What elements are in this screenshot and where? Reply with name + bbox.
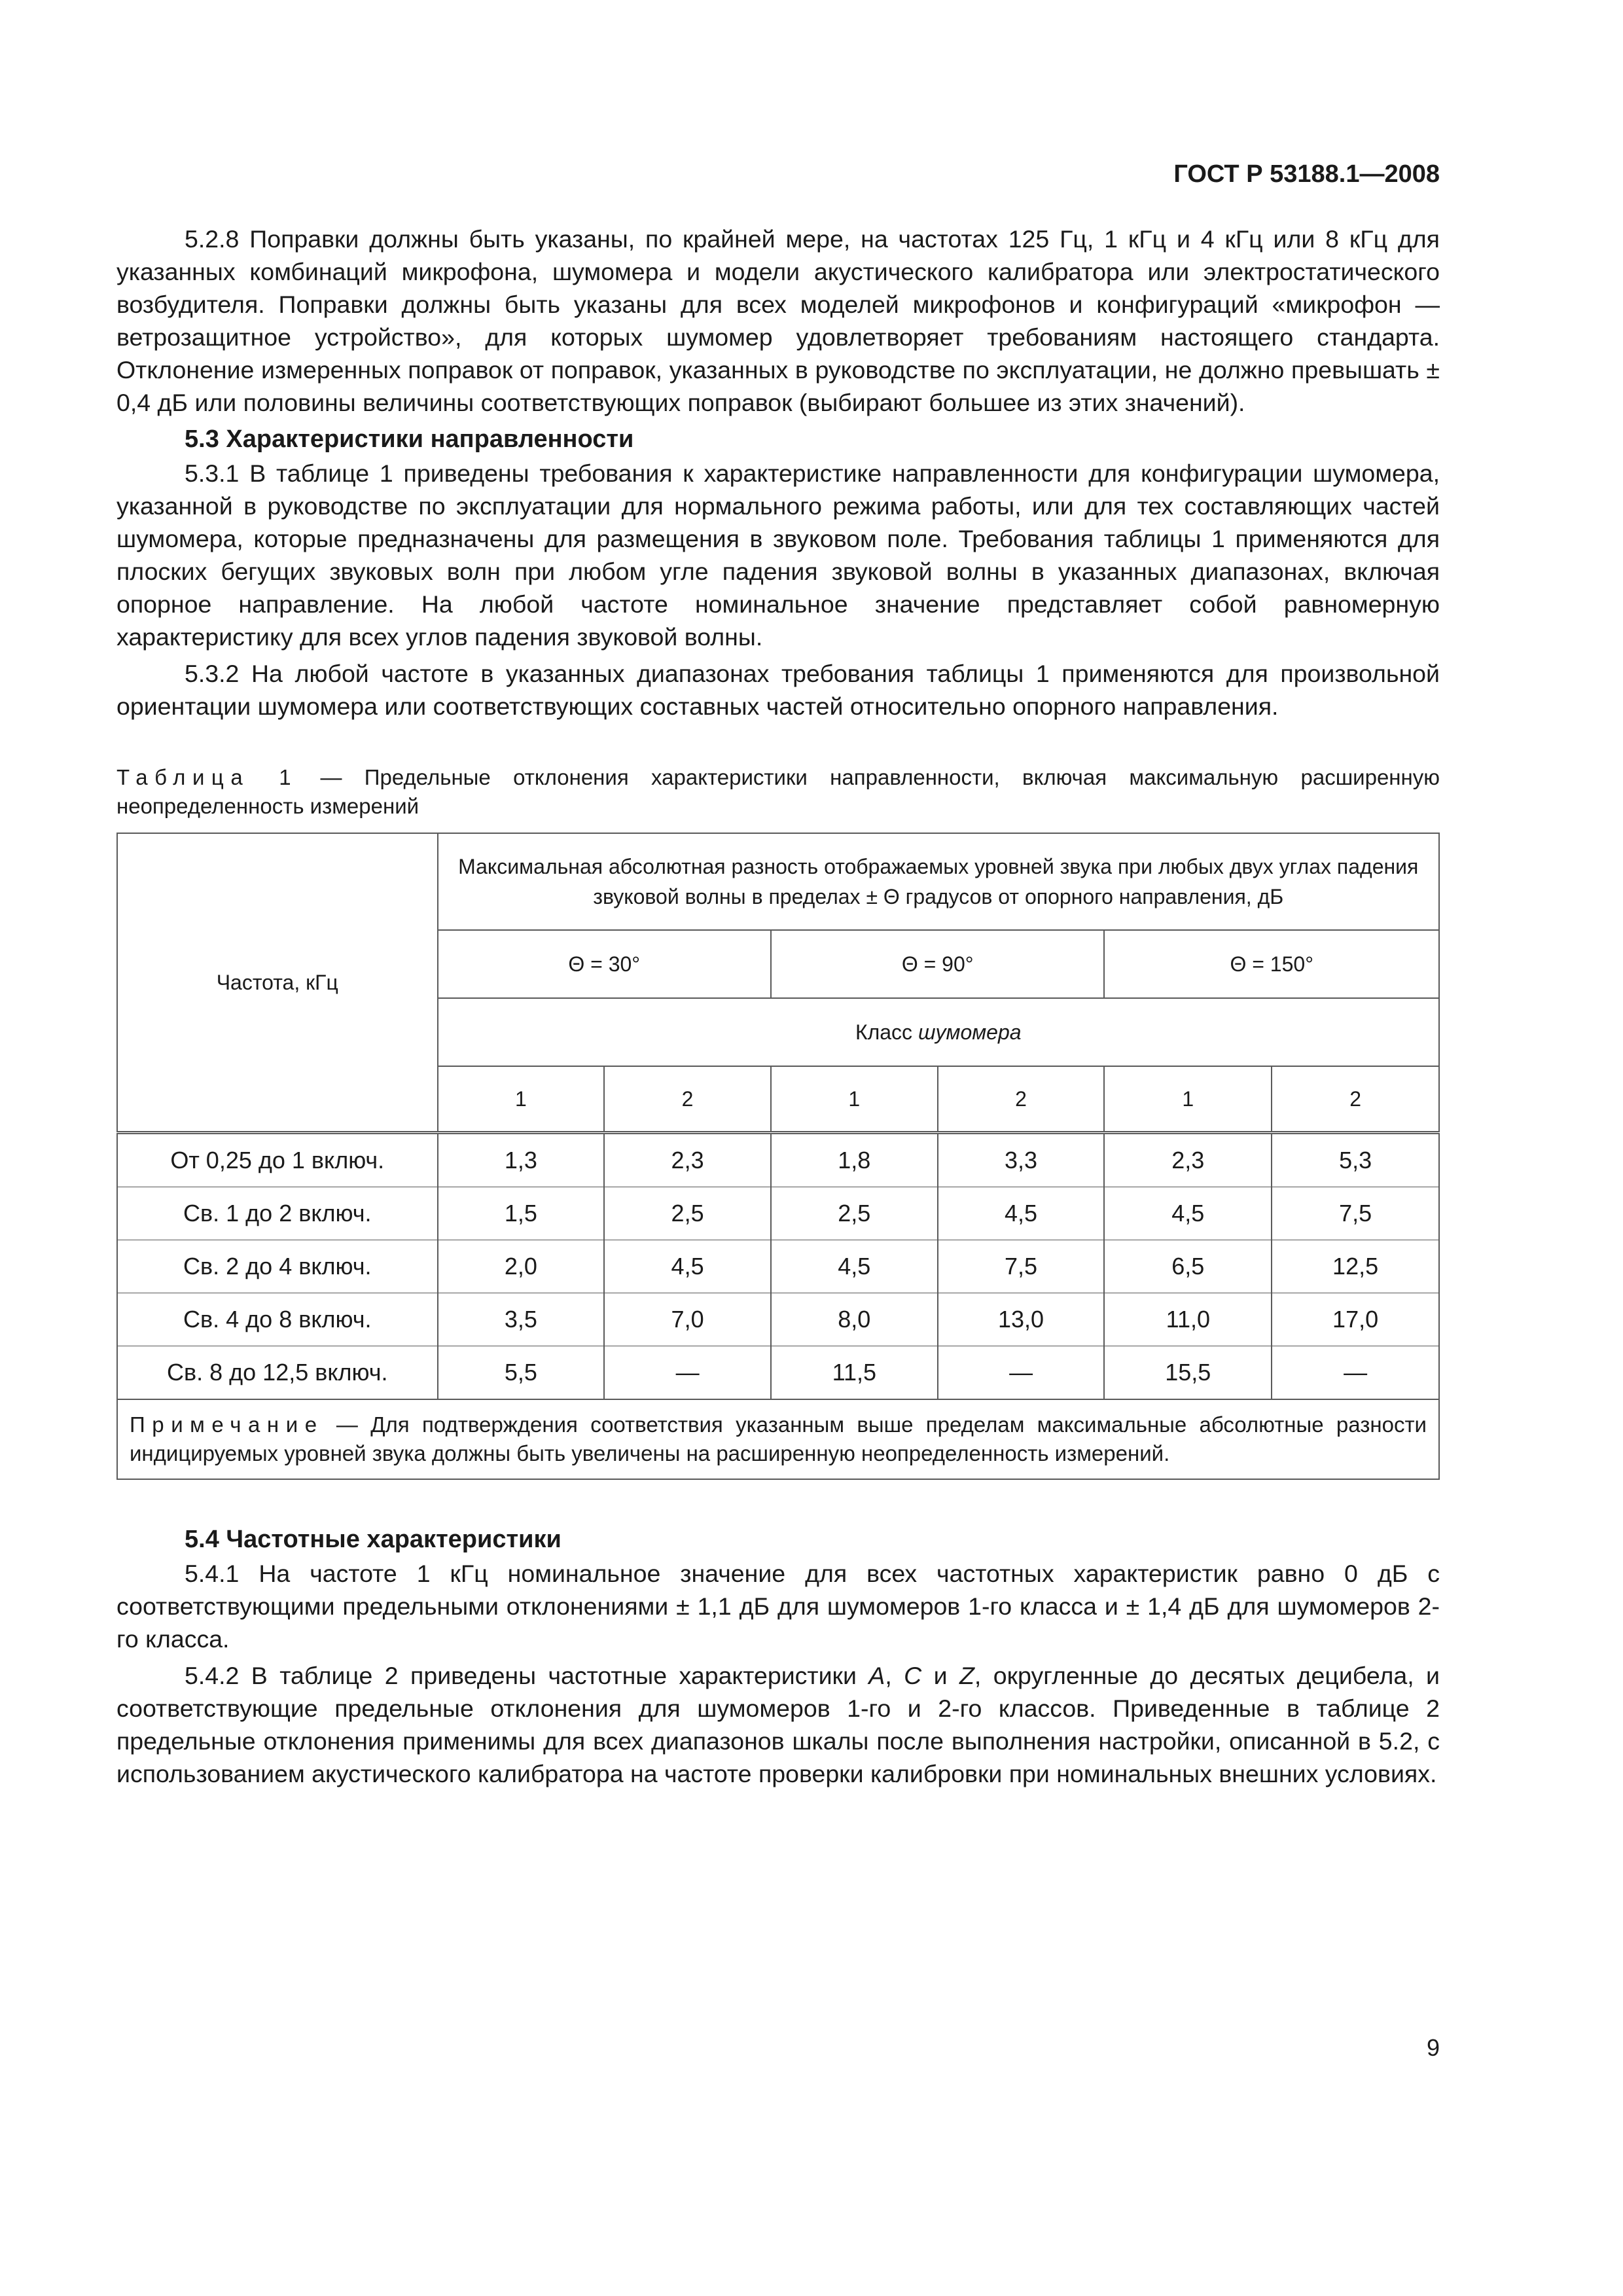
theta-90-header: Θ = 90° — [771, 930, 1105, 998]
value-cell: — — [604, 1346, 771, 1400]
value-cell: 2,3 — [1104, 1133, 1272, 1187]
value-cell: 2,5 — [604, 1187, 771, 1240]
value-cell: 15,5 — [1104, 1346, 1272, 1400]
p542-part-c: и — [921, 1662, 959, 1689]
value-cell: 3,5 — [438, 1293, 605, 1346]
value-cell: 3,3 — [938, 1133, 1105, 1187]
class-number-header: 2 — [938, 1066, 1105, 1133]
p542-part-b: , — [885, 1662, 904, 1689]
value-cell: — — [938, 1346, 1105, 1400]
table-1-caption-label: Таблица 1 — [116, 765, 298, 789]
value-cell: 8,0 — [771, 1293, 938, 1346]
value-cell: 4,5 — [1104, 1187, 1272, 1240]
value-cell: 1,8 — [771, 1133, 938, 1187]
value-cell: 1,3 — [438, 1133, 605, 1187]
value-cell: 4,5 — [938, 1187, 1105, 1240]
value-cell: 7,0 — [604, 1293, 771, 1346]
table-main-header: Максимальная абсолютная разность отображаемых уровней звука при любых двух углах падения звуковой волны в пределах ± Θ градусов от опорного направления, дБ — [438, 833, 1440, 930]
table-1-note — [117, 1399, 1439, 1479]
meter-class-italic: шумомера — [918, 1020, 1022, 1044]
page-number: 9 — [1426, 2034, 1440, 2061]
table-row — [117, 1133, 1439, 1187]
value-cell: 1,5 — [438, 1187, 605, 1240]
value-cell: 2,5 — [771, 1187, 938, 1240]
value-cell: 7,5 — [1272, 1187, 1439, 1240]
note-label: Примечание — [130, 1412, 324, 1437]
table-1-caption — [116, 763, 1440, 821]
class-number-header: 2 — [1272, 1066, 1439, 1133]
frequency-column-header: Частота, кГц — [117, 833, 438, 1133]
paragraph-5-2-8: 5.2.8 Поправки должны быть указаны, по крайней мере, на частотах 125 Гц, 1 кГц и 4 кГц или 8 кГц для указанных комбинаций микрофона, шумомера и модели акустического калибратора или электростатического возбудителя. Поправки должны быть указаны для всех моделей микрофонов и конфигураций «микрофон — ветрозащитное устройство», для которых шумомер удовлетворяет требованиям настоящего стандарта. Отклонение измеренных поправок от поправок, указанных в руководстве по эксплуатации, не должно превышать ± 0,4 дБ или половины величины соответствующих поправок (выбирают большее из этих значений). — [116, 225, 1440, 416]
p542-char-c: C — [904, 1662, 922, 1689]
value-cell: 17,0 — [1272, 1293, 1439, 1346]
frequency-cell: Св. 4 до 8 включ. — [117, 1293, 438, 1346]
paragraph-5-3-2: 5.3.2 На любой частоте в указанных диапазонах требования таблицы 1 применяются для произвольной ориентации шумомера или соответствующих составных частей относительно опорного направления. — [116, 660, 1440, 720]
table-1 — [116, 833, 1440, 1480]
meter-class-prefix: Класс — [855, 1020, 918, 1044]
table-1-caption-text: — Предельные отклонения характеристики направленности, включая максимальную расширенную неопределенность измерений — [116, 765, 1440, 818]
p542-part-a: 5.4.2 В таблице 2 приведены частотные характеристики — [185, 1662, 869, 1689]
class-number-header: 1 — [438, 1066, 605, 1133]
value-cell: 4,5 — [771, 1240, 938, 1293]
paragraph-5-4-1: 5.4.1 На частоте 1 кГц номинальное значение для всех частотных характеристик равно 0 дБ с соответствующими предельными отклонениями ± 1,1 дБ для шумомеров 1-го класса и ± 1,4 дБ для шумомеров 2-го класса. — [116, 1560, 1440, 1653]
value-cell: 13,0 — [938, 1293, 1105, 1346]
value-cell: 6,5 — [1104, 1240, 1272, 1293]
paragraph-5-4-2 — [116, 1659, 1440, 1790]
value-cell: 11,0 — [1104, 1293, 1272, 1346]
table-row — [117, 1293, 1439, 1346]
value-cell: 2,3 — [604, 1133, 771, 1187]
frequency-cell: Св. 8 до 12,5 включ. — [117, 1346, 438, 1400]
value-cell: 11,5 — [771, 1346, 938, 1400]
heading-5-3: 5.3 Характеристики направленности — [185, 425, 634, 453]
frequency-cell: Св. 2 до 4 включ. — [117, 1240, 438, 1293]
value-cell: 5,3 — [1272, 1133, 1439, 1187]
meter-class-header — [438, 998, 1440, 1066]
note-text: — Для подтверждения соответствия указанным выше пределам максимальные абсолютные разности индицируемых уровней звука должны быть увеличены на расширенную неопределенность измерений. — [130, 1412, 1427, 1465]
theta-150-header: Θ = 150° — [1104, 930, 1439, 998]
p542-char-z: Z — [959, 1662, 974, 1689]
value-cell: 7,5 — [938, 1240, 1105, 1293]
value-cell: 12,5 — [1272, 1240, 1439, 1293]
paragraph-5-3-1: 5.3.1 В таблице 1 приведены требования к характеристике направленности для конфигурации шумомера, указанной в руководстве по эксплуатации для нормального режима работы, или для тех составляющих частей шумомера, которые предназначены для размещения в звуковом поле. Требования таблицы 1 применяются для плоских бегущих звуковых волн при любом угле падения звуковой волны в указанных диапазонах, включая опорное направление. На любой частоте номинальное значение представляет собой равномерную характеристику для всех углов падения звуковой волны. — [116, 459, 1440, 651]
p542-char-a: A — [868, 1662, 885, 1689]
table-row — [117, 1187, 1439, 1240]
class-number-header: 1 — [1104, 1066, 1272, 1133]
document-number-header: ГОСТ Р 53188.1—2008 — [1173, 160, 1440, 188]
value-cell: 5,5 — [438, 1346, 605, 1400]
page-content — [116, 223, 1440, 1794]
table-row — [117, 1240, 1439, 1293]
table-row — [117, 1346, 1439, 1400]
frequency-cell: Св. 1 до 2 включ. — [117, 1187, 438, 1240]
value-cell: — — [1272, 1346, 1439, 1400]
class-number-header: 1 — [771, 1066, 938, 1133]
p542-part-d: , округленные до десятых децибела, и соответствующие предельные отклонения для шумомеров 1-го и 2-го классов. Приведенные в таблице 2 предельные отклонения применимы для всех диапазонов шкалы после выполнения настройки, описанной в 5.2, с использованием акустического калибратора на частоте проверки калибровки при номинальных внешних условиях. — [116, 1662, 1440, 1787]
heading-5-4: 5.4 Частотные характеристики — [185, 1526, 562, 1553]
frequency-cell: От 0,25 до 1 включ. — [117, 1133, 438, 1187]
value-cell: 2,0 — [438, 1240, 605, 1293]
value-cell: 4,5 — [604, 1240, 771, 1293]
class-number-header: 2 — [604, 1066, 771, 1133]
theta-30-header: Θ = 30° — [438, 930, 771, 998]
